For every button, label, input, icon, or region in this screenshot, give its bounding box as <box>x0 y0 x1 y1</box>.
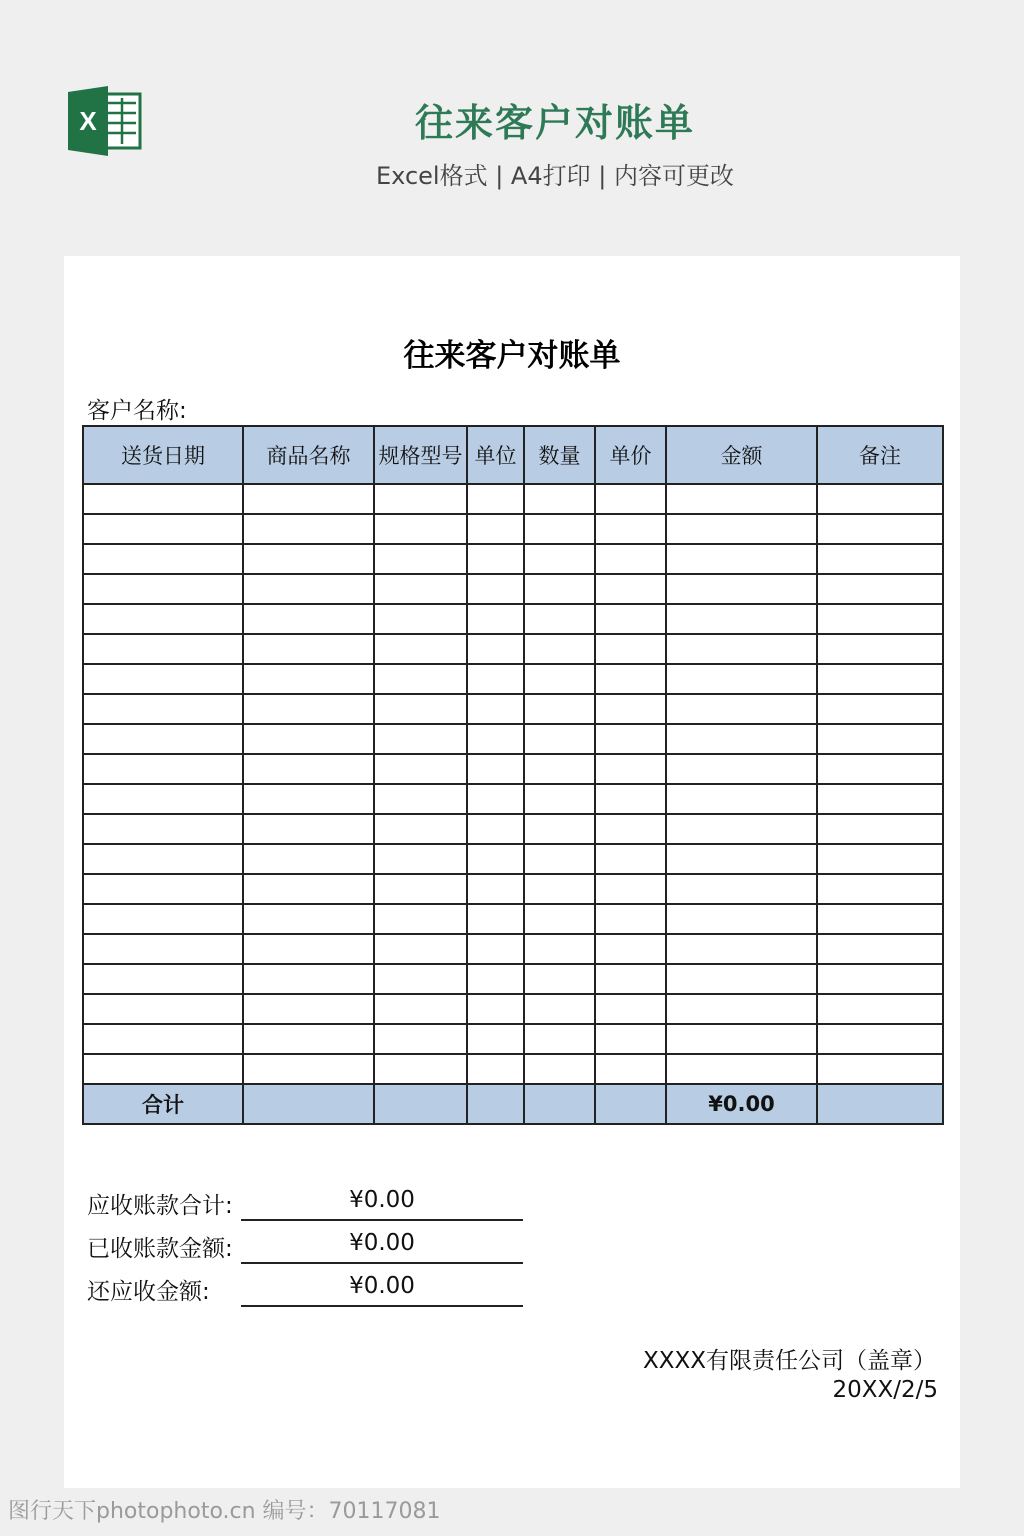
table-cell[interactable] <box>467 604 524 634</box>
table-cell[interactable] <box>595 784 666 814</box>
table-cell[interactable] <box>595 484 666 514</box>
table-cell[interactable] <box>666 724 817 754</box>
table-cell[interactable] <box>374 874 467 904</box>
table-cell[interactable] <box>524 994 595 1024</box>
table-cell[interactable] <box>374 904 467 934</box>
table-row <box>83 904 943 934</box>
table-cell[interactable] <box>817 484 943 514</box>
table-cell[interactable] <box>817 784 943 814</box>
table-cell[interactable] <box>374 484 467 514</box>
table-cell[interactable] <box>595 724 666 754</box>
table-cell[interactable] <box>666 694 817 724</box>
table-cell[interactable] <box>595 754 666 784</box>
table-cell[interactable] <box>666 544 817 574</box>
table-cell[interactable] <box>595 964 666 994</box>
table-cell[interactable] <box>374 994 467 1024</box>
table-cell <box>374 1084 467 1124</box>
table-cell[interactable] <box>524 814 595 844</box>
table-cell[interactable] <box>83 844 243 874</box>
table-cell[interactable] <box>374 814 467 844</box>
table-cell[interactable] <box>595 544 666 574</box>
table-cell[interactable] <box>817 964 943 994</box>
excel-icon <box>68 86 142 156</box>
table-cell[interactable] <box>467 544 524 574</box>
ledger-table <box>82 425 944 1125</box>
table-cell[interactable] <box>524 1054 595 1084</box>
table-cell[interactable] <box>595 514 666 544</box>
table-cell[interactable] <box>243 664 374 694</box>
table-cell[interactable] <box>524 664 595 694</box>
col-header-remarks: 备注 <box>817 426 943 484</box>
table-cell[interactable] <box>817 754 943 784</box>
table-cell[interactable] <box>666 844 817 874</box>
table-cell[interactable] <box>467 724 524 754</box>
summary-label: 还应收金额: <box>87 1279 210 1305</box>
table-cell[interactable] <box>374 664 467 694</box>
table-cell[interactable] <box>243 604 374 634</box>
table-cell <box>467 1084 524 1124</box>
col-header-unit-price: 单价 <box>595 426 666 484</box>
summary-received-amount <box>87 1226 527 1266</box>
table-cell[interactable] <box>467 574 524 604</box>
table-cell[interactable] <box>817 694 943 724</box>
table-cell[interactable] <box>467 754 524 784</box>
table-cell[interactable] <box>595 994 666 1024</box>
table-cell[interactable] <box>595 634 666 664</box>
table-cell[interactable] <box>666 964 817 994</box>
table-cell[interactable] <box>83 724 243 754</box>
table-cell[interactable] <box>467 484 524 514</box>
table-cell[interactable] <box>83 604 243 634</box>
table-cell[interactable] <box>467 664 524 694</box>
table-cell[interactable] <box>666 664 817 694</box>
table-cell[interactable] <box>83 814 243 844</box>
table-cell[interactable] <box>817 574 943 604</box>
table-cell[interactable] <box>374 634 467 664</box>
table-cell[interactable] <box>595 1024 666 1054</box>
table-cell[interactable] <box>666 604 817 634</box>
table-cell[interactable] <box>817 724 943 754</box>
summary-receivable-total <box>87 1183 527 1223</box>
table-cell[interactable] <box>83 784 243 814</box>
table-cell[interactable] <box>467 904 524 934</box>
table-cell[interactable] <box>467 814 524 844</box>
table-cell[interactable] <box>374 784 467 814</box>
table-cell[interactable] <box>243 694 374 724</box>
watermark: 图行天下photophoto.cn 编号：70117081 <box>8 1499 441 1524</box>
table-cell[interactable] <box>467 1024 524 1054</box>
table-row <box>83 874 943 904</box>
table-cell[interactable] <box>524 604 595 634</box>
table-row <box>83 1024 943 1054</box>
table-cell[interactable] <box>243 484 374 514</box>
total-label: 合计 <box>83 1084 243 1124</box>
table-cell[interactable] <box>374 1024 467 1054</box>
table-cell[interactable] <box>467 874 524 904</box>
table-cell[interactable] <box>467 844 524 874</box>
table-cell[interactable] <box>467 1054 524 1084</box>
table-cell[interactable] <box>83 694 243 724</box>
col-header-spec-model: 规格型号 <box>374 426 467 484</box>
table-cell[interactable] <box>467 634 524 664</box>
table-cell[interactable] <box>374 544 467 574</box>
table-cell[interactable] <box>83 904 243 934</box>
table-cell[interactable] <box>524 754 595 784</box>
table-cell[interactable] <box>243 844 374 874</box>
table-cell[interactable] <box>817 514 943 544</box>
table-cell[interactable] <box>243 1054 374 1084</box>
table-cell[interactable] <box>243 574 374 604</box>
table-cell[interactable] <box>666 574 817 604</box>
col-header-unit: 单位 <box>467 426 524 484</box>
table-cell[interactable] <box>666 814 817 844</box>
table-row <box>83 604 943 634</box>
table-cell[interactable] <box>595 844 666 874</box>
table-cell[interactable] <box>666 634 817 664</box>
total-amount: ¥0.00 <box>666 1084 817 1124</box>
table-row <box>83 634 943 664</box>
table-cell[interactable] <box>817 874 943 904</box>
table-cell[interactable] <box>83 514 243 544</box>
table-cell[interactable] <box>83 1024 243 1054</box>
table-row <box>83 724 943 754</box>
summary-value[interactable]: ¥0.00 <box>241 1183 523 1221</box>
table-cell[interactable] <box>595 694 666 724</box>
table-cell[interactable] <box>374 574 467 604</box>
table-row <box>83 664 943 694</box>
table-cell[interactable] <box>524 724 595 754</box>
table-cell[interactable] <box>595 604 666 634</box>
table-cell[interactable] <box>83 874 243 904</box>
summary-label: 已收账款金额: <box>87 1236 233 1262</box>
table-cell[interactable] <box>817 1024 943 1054</box>
table-cell[interactable] <box>666 514 817 544</box>
table-cell <box>595 1084 666 1124</box>
table-cell[interactable] <box>243 874 374 904</box>
table-row <box>83 574 943 604</box>
table-cell[interactable] <box>524 634 595 664</box>
table-cell[interactable] <box>666 934 817 964</box>
svg-text:X: X <box>79 106 97 136</box>
table-cell[interactable] <box>467 514 524 544</box>
table-cell[interactable] <box>524 1024 595 1054</box>
table-cell[interactable] <box>595 1054 666 1084</box>
table-cell[interactable] <box>83 574 243 604</box>
table-cell[interactable] <box>243 904 374 934</box>
table-cell <box>817 1084 943 1124</box>
col-header-amount: 金额 <box>666 426 817 484</box>
table-cell[interactable] <box>243 544 374 574</box>
table-cell[interactable] <box>243 1024 374 1054</box>
document-date: 20XX/2/5 <box>832 1377 938 1403</box>
table-cell[interactable] <box>524 934 595 964</box>
table-cell[interactable] <box>817 544 943 574</box>
table-cell[interactable] <box>374 694 467 724</box>
summary-value[interactable]: ¥0.00 <box>241 1226 523 1264</box>
table-cell[interactable] <box>817 934 943 964</box>
table-cell <box>243 1084 374 1124</box>
table-cell[interactable] <box>467 994 524 1024</box>
table-cell[interactable] <box>595 934 666 964</box>
table-cell[interactable] <box>374 514 467 544</box>
table-cell[interactable] <box>374 1054 467 1084</box>
table-cell[interactable] <box>524 904 595 934</box>
table-cell[interactable] <box>467 694 524 724</box>
table-cell[interactable] <box>243 814 374 844</box>
table-cell[interactable] <box>666 754 817 784</box>
table-cell[interactable] <box>524 514 595 544</box>
table-row <box>83 754 943 784</box>
table-cell[interactable] <box>83 934 243 964</box>
summary-label: 应收账款合计: <box>87 1193 233 1219</box>
table-cell[interactable] <box>374 844 467 874</box>
table-cell[interactable] <box>817 634 943 664</box>
table-cell[interactable] <box>243 634 374 664</box>
table-cell[interactable] <box>817 814 943 844</box>
table-cell[interactable] <box>666 784 817 814</box>
table-cell[interactable] <box>666 904 817 934</box>
header-subtitle: Excel格式 | A4打印 | 内容可更改 <box>376 162 734 190</box>
table-cell[interactable] <box>817 904 943 934</box>
table-cell[interactable] <box>595 904 666 934</box>
table-cell[interactable] <box>83 634 243 664</box>
table-cell[interactable] <box>666 874 817 904</box>
table-row <box>83 934 943 964</box>
table-cell[interactable] <box>817 664 943 694</box>
table-cell[interactable] <box>243 934 374 964</box>
table-cell[interactable] <box>83 1054 243 1084</box>
table-row <box>83 484 943 514</box>
col-header-delivery-date: 送货日期 <box>83 426 243 484</box>
table-cell[interactable] <box>243 994 374 1024</box>
table-cell[interactable] <box>243 784 374 814</box>
table-cell[interactable] <box>374 604 467 634</box>
table-cell[interactable] <box>666 994 817 1024</box>
table-cell[interactable] <box>595 574 666 604</box>
table-cell[interactable] <box>817 1054 943 1084</box>
table-cell[interactable] <box>524 544 595 574</box>
table-cell[interactable] <box>467 934 524 964</box>
summary-outstanding-amount <box>87 1269 527 1309</box>
table-cell[interactable] <box>817 994 943 1024</box>
table-cell[interactable] <box>595 874 666 904</box>
table-cell[interactable] <box>83 754 243 784</box>
table-cell[interactable] <box>524 874 595 904</box>
table-row <box>83 1054 943 1084</box>
table-cell[interactable] <box>83 544 243 574</box>
table-cell[interactable] <box>817 844 943 874</box>
col-header-product-name: 商品名称 <box>243 426 374 484</box>
table-cell[interactable] <box>374 754 467 784</box>
table-row <box>83 964 943 994</box>
table-cell[interactable] <box>467 784 524 814</box>
table-cell[interactable] <box>467 964 524 994</box>
table-cell[interactable] <box>83 994 243 1024</box>
table-cell[interactable] <box>83 964 243 994</box>
table-cell[interactable] <box>243 724 374 754</box>
table-row <box>83 814 943 844</box>
table-cell[interactable] <box>524 574 595 604</box>
table-total-row <box>83 1084 943 1124</box>
table-cell[interactable] <box>83 484 243 514</box>
table-row <box>83 844 943 874</box>
table-cell[interactable] <box>666 1024 817 1054</box>
table-row <box>83 514 943 544</box>
table-cell[interactable] <box>524 844 595 874</box>
company-stamp-line: XXXX有限责任公司（盖章） <box>642 1348 936 1374</box>
table-cell[interactable] <box>817 604 943 634</box>
table-cell[interactable] <box>83 664 243 694</box>
document-title: 往来客户对账单 <box>403 338 621 374</box>
table-cell[interactable] <box>243 754 374 784</box>
customer-name-label: 客户名称: <box>87 398 187 424</box>
summary-value[interactable]: ¥0.00 <box>241 1269 523 1307</box>
table-cell <box>524 1084 595 1124</box>
table-cell[interactable] <box>666 484 817 514</box>
table-cell[interactable] <box>374 724 467 754</box>
col-header-quantity: 数量 <box>524 426 595 484</box>
table-cell[interactable] <box>595 814 666 844</box>
table-row <box>83 544 943 574</box>
table-cell[interactable] <box>374 934 467 964</box>
table-row <box>83 784 943 814</box>
table-cell[interactable] <box>524 484 595 514</box>
table-cell[interactable] <box>524 694 595 724</box>
header-title: 往来客户对账单 <box>414 101 695 145</box>
table-header-row <box>83 426 943 484</box>
table-cell[interactable] <box>374 964 467 994</box>
table-cell[interactable] <box>243 964 374 994</box>
table-row <box>83 994 943 1024</box>
table-cell[interactable] <box>243 514 374 544</box>
table-cell[interactable] <box>524 964 595 994</box>
table-cell[interactable] <box>595 664 666 694</box>
table-row <box>83 694 943 724</box>
table-cell[interactable] <box>524 784 595 814</box>
table-cell[interactable] <box>666 1054 817 1084</box>
